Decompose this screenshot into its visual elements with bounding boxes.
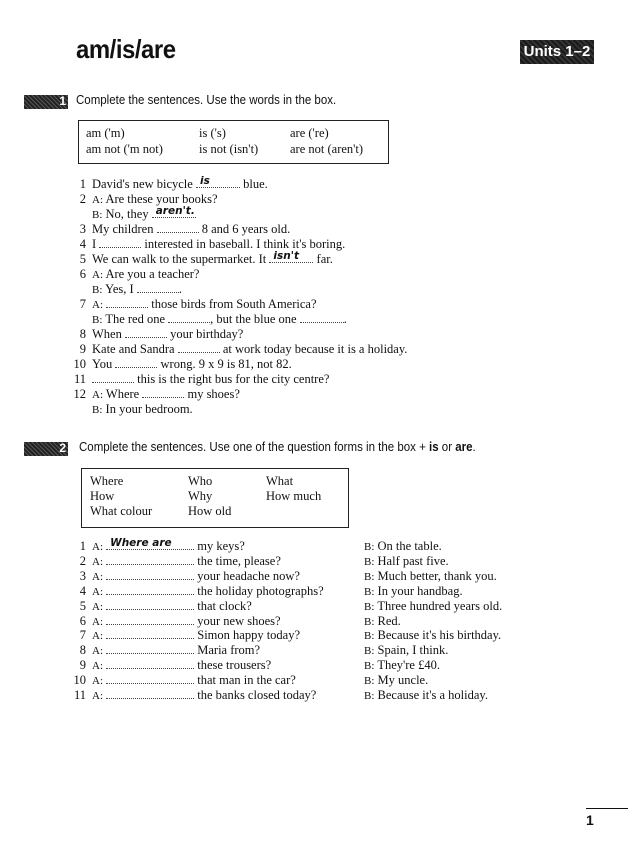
item-number: 1 xyxy=(79,177,86,191)
item-number: 9 xyxy=(79,342,86,356)
item-text-before: Kate and Sandra xyxy=(92,342,175,356)
speaker-label: A: xyxy=(92,600,103,613)
item-text-before: In your bedroom. xyxy=(105,402,193,416)
item-number: 2 xyxy=(79,192,86,206)
exercise-1-number: 1 xyxy=(59,94,66,108)
word-box-cell: am not ('m not) xyxy=(86,142,163,156)
speaker-label: A: xyxy=(92,630,103,643)
speaker-label: B: xyxy=(92,284,103,296)
answer-blank xyxy=(106,585,194,595)
question-text: that clock? xyxy=(197,598,252,613)
exercise-1-item xyxy=(70,207,196,223)
speaker-label: B: xyxy=(364,630,375,643)
exercise-1-item xyxy=(70,282,182,298)
item-number: 3 xyxy=(79,222,86,236)
question-text: that man in the car? xyxy=(197,673,296,688)
exercise-2-reply xyxy=(364,673,428,689)
word-box-cell: is not (isn't) xyxy=(199,142,259,156)
answer-blank xyxy=(125,328,167,338)
exercise-1-item xyxy=(70,237,345,252)
speaker-label: A: xyxy=(92,675,103,688)
question-text: the holiday photographs? xyxy=(197,583,324,598)
reply-text: Much better, thank you. xyxy=(377,568,497,583)
exercise-1-item xyxy=(70,177,268,192)
question-box-cell: What xyxy=(266,474,294,488)
answer-blank xyxy=(92,373,134,383)
exercise-2-reply xyxy=(364,658,440,674)
item-text-after: those birds from South America? xyxy=(151,297,317,311)
speaker-label: A: xyxy=(92,690,103,702)
speaker-label: B: xyxy=(364,645,375,658)
answer-blank xyxy=(269,250,313,263)
handwritten-answer: Where are xyxy=(110,537,172,549)
item-text-after: far. xyxy=(316,252,333,266)
reply-text: Red. xyxy=(377,613,401,628)
speaker-label: B: xyxy=(364,570,375,583)
item-number: 4 xyxy=(79,237,86,251)
exercise-2-reply xyxy=(364,539,442,555)
item-number: 12 xyxy=(73,387,86,401)
speaker-label: A: xyxy=(92,660,103,673)
item-text-before: When xyxy=(92,327,122,341)
question-text: Simon happy today? xyxy=(197,628,301,643)
speaker-label: B: xyxy=(364,675,375,688)
item-text-after: your birthday? xyxy=(170,327,244,341)
reply-text: Because it's a holiday. xyxy=(377,688,488,702)
item-text-after: this is the right bus for the city centre? xyxy=(137,372,330,386)
exercise-2-question xyxy=(70,673,296,689)
exercise-2-reply xyxy=(364,688,488,704)
answer-blank xyxy=(106,629,194,639)
item-text-before: Yes, I xyxy=(105,282,134,296)
exercise-2-instruction xyxy=(79,440,476,454)
speaker-label: B: xyxy=(92,314,103,326)
item-text-after: 8 and 6 years old. xyxy=(201,222,291,236)
question-text: my keys? xyxy=(197,539,245,553)
item-number: 3 xyxy=(79,568,86,583)
exercise-2-reply xyxy=(364,599,502,615)
speaker-label: B: xyxy=(92,404,103,416)
question-text: the time, please? xyxy=(197,553,281,568)
exercise-2-badge xyxy=(24,442,68,456)
answer-blank xyxy=(168,313,210,323)
question-text: your new shoes? xyxy=(197,613,281,628)
question-box-cell: Why xyxy=(188,489,213,503)
item-number: 5 xyxy=(79,598,86,613)
item-text-before: Are you a teacher? xyxy=(105,267,200,281)
exercise-2-reply xyxy=(364,569,497,585)
page-number: 1 xyxy=(586,812,594,828)
speaker-label: B: xyxy=(364,600,375,613)
item-number: 1 xyxy=(79,539,86,553)
item-text-before: My children xyxy=(92,222,154,236)
speaker-label: A: xyxy=(92,389,103,401)
exercise-1-item xyxy=(70,222,290,237)
exercise-1-item xyxy=(70,267,199,283)
answer-blank xyxy=(157,223,199,233)
item-text-after: my shoes? xyxy=(187,387,240,401)
item-text-before: No, they xyxy=(105,207,149,221)
question-box-cell: How old xyxy=(188,504,232,518)
speaker-label: B: xyxy=(364,555,375,568)
item-text-before: Where xyxy=(105,387,140,401)
item-number: 6 xyxy=(79,613,86,628)
exercise-1-item xyxy=(70,387,240,403)
item-number: 2 xyxy=(79,553,86,568)
item-number: 5 xyxy=(79,252,86,266)
footer-rule xyxy=(586,808,628,809)
handwritten-answer: aren't. xyxy=(155,205,195,217)
reply-text: On the table. xyxy=(377,539,442,553)
item-number: 10 xyxy=(73,673,86,688)
answer-blank xyxy=(196,175,240,188)
item-number: 11 xyxy=(73,688,86,702)
answer-blank xyxy=(106,570,194,580)
question-box-cell: Where xyxy=(90,474,124,488)
answer-blank xyxy=(178,343,220,353)
instruction-end: . xyxy=(472,440,476,454)
item-text-after: blue. xyxy=(243,177,268,191)
answer-blank xyxy=(137,283,179,293)
speaker-label: A: xyxy=(92,194,103,206)
speaker-label: B: xyxy=(92,209,103,221)
exercise-2-reply xyxy=(364,628,501,644)
answer-blank xyxy=(300,313,344,323)
answer-blank xyxy=(106,555,194,565)
item-text-before: We can walk to the supermarket. It xyxy=(92,252,267,266)
answer-blank xyxy=(106,615,194,625)
item-number: 8 xyxy=(79,643,86,658)
item-number: 4 xyxy=(79,583,86,598)
speaker-label: A: xyxy=(92,570,103,583)
speaker-label: B: xyxy=(364,660,375,673)
exercise-2-number: 2 xyxy=(59,441,66,455)
speaker-label: B: xyxy=(364,541,375,553)
item-text-after: interested in baseball. I think it's boring. xyxy=(144,237,346,251)
item-text-before: You xyxy=(92,357,113,371)
exercise-2-question xyxy=(70,643,260,659)
speaker-label: A: xyxy=(92,585,103,598)
question-box-cell: How xyxy=(90,489,115,503)
reply-text: In your handbag. xyxy=(377,583,463,598)
word-box-cell: are not (aren't) xyxy=(290,142,364,156)
exercise-1-item xyxy=(70,327,243,342)
speaker-label: A: xyxy=(92,615,103,628)
question-text: Maria from? xyxy=(197,643,261,658)
item-text-before: Are these your books? xyxy=(105,192,218,206)
exercise-1-item xyxy=(70,372,329,387)
exercise-2-question xyxy=(70,628,300,644)
question-text: these trousers? xyxy=(197,658,272,673)
exercise-1-item xyxy=(70,297,317,313)
exercise-1-item xyxy=(70,252,333,267)
exercise-1-item xyxy=(70,342,407,357)
answer-blank xyxy=(115,358,157,368)
question-box-cell: How much xyxy=(266,489,322,503)
answer-blank xyxy=(152,205,196,218)
reply-text: Spain, I think. xyxy=(377,643,449,658)
item-number: 8 xyxy=(79,327,86,341)
exercise-2-question xyxy=(70,539,245,555)
instruction-are: are xyxy=(455,440,473,454)
exercise-2-reply xyxy=(364,584,463,600)
answer-blank xyxy=(106,644,194,654)
reply-text: Three hundred years old. xyxy=(377,598,503,613)
exercise-2-question xyxy=(70,688,316,704)
exercise-2-question xyxy=(70,554,281,570)
answer-blank xyxy=(106,537,194,550)
word-box-cell: are ('re) xyxy=(290,126,329,140)
item-text-after: at work today because it is a holiday. xyxy=(222,342,408,356)
exercise-2-question xyxy=(70,658,271,674)
item-number: 7 xyxy=(79,297,86,311)
item-number: 6 xyxy=(79,267,86,281)
exercise-1-instruction: Complete the sentences. Use the words in the box. xyxy=(76,93,337,107)
item-number: 11 xyxy=(73,372,86,386)
page-title: am/is/are xyxy=(76,34,176,64)
speaker-label: A: xyxy=(92,299,103,311)
item-text-before: David's new bicycle xyxy=(92,177,193,191)
reply-text: Because it's his birthday. xyxy=(377,628,502,643)
item-text-after: wrong. 9 x 9 is 81, not 82. xyxy=(160,357,292,371)
instruction-or: or xyxy=(438,440,456,454)
exercise-2-reply xyxy=(364,643,448,659)
answer-blank xyxy=(106,674,194,684)
answer-blank xyxy=(106,689,194,699)
item-number: 10 xyxy=(73,357,86,371)
exercise-1-item xyxy=(70,402,193,418)
question-box-cell: Who xyxy=(188,474,213,488)
speaker-label: B: xyxy=(364,615,375,628)
instruction-text: Complete the sentences. Use one of the question forms in the box + xyxy=(79,440,430,454)
item-text-before: I xyxy=(92,237,97,251)
word-box-cell: is ('s) xyxy=(199,126,226,140)
units-badge: Units 1–2 xyxy=(520,40,594,64)
answer-blank xyxy=(106,298,148,308)
speaker-label: A: xyxy=(92,541,103,553)
word-box-cell: am ('m) xyxy=(86,126,125,140)
speaker-label: A: xyxy=(92,555,103,568)
question-text: the banks closed today? xyxy=(197,688,317,702)
exercise-1-item xyxy=(70,312,347,328)
exercise-1-item xyxy=(70,357,292,372)
answer-blank xyxy=(106,659,194,669)
exercise-1-item xyxy=(70,192,218,208)
answer-blank xyxy=(106,600,194,610)
reply-text: My uncle. xyxy=(377,673,429,688)
item-text-after: , but the blue one xyxy=(210,312,297,326)
item-text-after: . xyxy=(178,282,182,296)
speaker-label: B: xyxy=(364,690,375,702)
answer-blank xyxy=(142,388,184,398)
speaker-label: A: xyxy=(92,645,103,658)
exercise-1-badge xyxy=(24,95,68,109)
reply-text: They're £40. xyxy=(377,658,440,673)
question-box-cell: What colour xyxy=(90,504,153,518)
answer-blank xyxy=(99,238,141,248)
question-text: your headache now? xyxy=(197,568,300,583)
exercise-2-question xyxy=(70,569,300,585)
item-number: 9 xyxy=(79,658,86,673)
instruction-is: is xyxy=(429,440,439,454)
speaker-label: A: xyxy=(92,269,103,281)
exercise-2-question xyxy=(70,614,281,630)
handwritten-answer: isn't xyxy=(273,250,299,262)
item-text-before: The red one xyxy=(105,312,166,326)
exercise-2-reply xyxy=(364,614,401,630)
item-number: 7 xyxy=(79,628,86,643)
reply-text: Half past five. xyxy=(377,553,449,568)
exercise-2-question xyxy=(70,584,324,600)
speaker-label: B: xyxy=(364,585,375,598)
exercise-2-question xyxy=(70,599,252,615)
exercise-2-reply xyxy=(364,554,449,570)
item-text-end: . xyxy=(343,312,347,326)
handwritten-answer: is xyxy=(199,175,210,187)
